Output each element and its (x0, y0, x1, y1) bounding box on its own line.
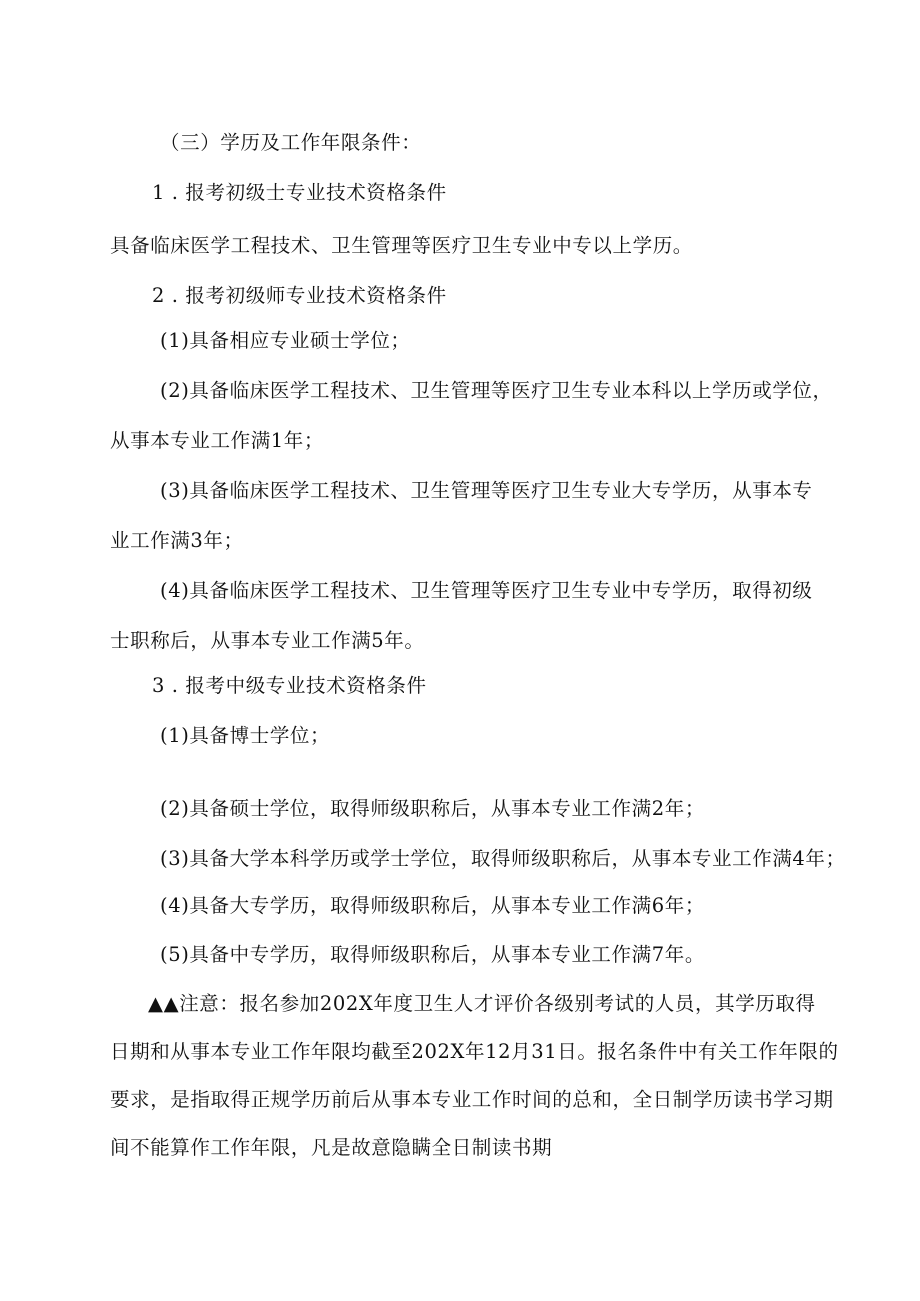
item2-condition-1: (1)具备相应专业硕士学位； (160, 329, 411, 352)
item3-heading: 3 . 报考中级专业技术资格条件 (152, 674, 427, 697)
note-line-3: 要求，是指取得正规学历前后从事本专业工作时间的总和，全日制学历读书学习期 (110, 1088, 834, 1111)
item3-condition-1: (1)具备博士学位； (160, 724, 331, 747)
item3-condition-2: (2)具备硕士学位，取得师级职称后，从事本专业工作满2年； (160, 797, 705, 820)
item2-condition-2-line2: 从事本专业工作满1年； (110, 429, 325, 452)
item3-condition-4: (4)具备大专学历，取得师级职称后，从事本专业工作满6年； (160, 894, 705, 917)
item1-heading: 1 . 报考初级士专业技术资格条件 (152, 181, 447, 204)
item1-body: 具备临床医学工程技术、卫生管理等医疗卫生专业中专以上学历。 (110, 234, 693, 257)
note-line-4: 间不能算作工作年限，凡是故意隐瞒全日制读书期 (110, 1136, 553, 1159)
item2-condition-4-line2: 士职称后，从事本专业工作满5年。 (110, 629, 425, 652)
note-line-1: ▲▲注意：报名参加202X年度卫生人才评价各级别考试的人员，其学历取得 (148, 992, 816, 1015)
item2-condition-3-line1: (3)具备临床医学工程技术、卫生管理等医疗卫生专业大专学历，从事本专 (160, 479, 813, 502)
item3-condition-5: (5)具备中专学历，取得师级职称后，从事本专业工作满7年。 (160, 943, 705, 966)
item3-condition-3: (3)具备大学本科学历或学士学位，取得师级职称后，从事本专业工作满4年； (160, 847, 846, 870)
item2-condition-2-line1: (2)具备临床医学工程技术、卫生管理等医疗卫生专业本科以上学历或学位， (160, 379, 833, 402)
item2-condition-4-line1: (4)具备临床医学工程技术、卫生管理等医疗卫生专业中专学历，取得初级 (160, 579, 813, 602)
item2-condition-3-line2: 业工作满3年； (110, 529, 244, 552)
note-line-2: 日期和从事本专业工作年限均截至202X年12月31日。报名条件中有关工作年限的 (110, 1040, 839, 1063)
section-heading: （三）学历及工作年限条件： (160, 131, 422, 154)
item2-heading: 2 . 报考初级师专业技术资格条件 (152, 284, 447, 307)
